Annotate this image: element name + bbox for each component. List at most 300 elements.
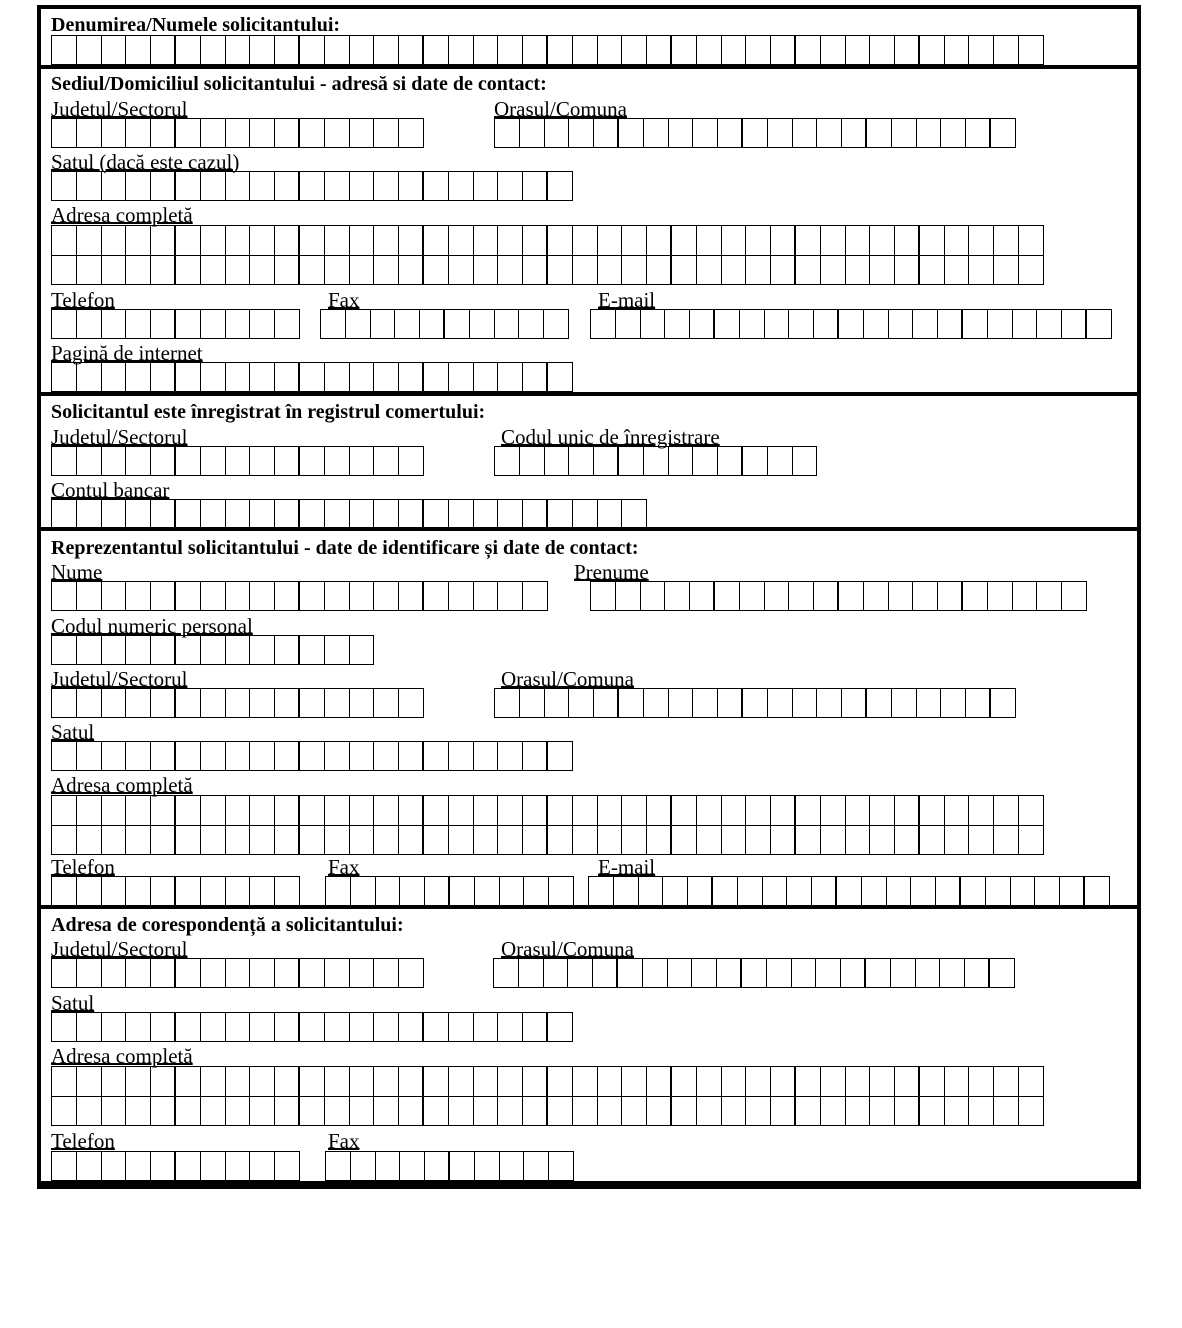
- character-box[interactable]: [250, 1152, 275, 1180]
- character-box[interactable]: [300, 636, 325, 664]
- character-box[interactable]: [920, 796, 945, 825]
- character-box[interactable]: [644, 689, 669, 717]
- character-box[interactable]: [519, 310, 544, 338]
- character-box[interactable]: [994, 256, 1019, 284]
- character-box[interactable]: [920, 226, 945, 255]
- character-box[interactable]: [52, 447, 77, 475]
- character-box[interactable]: [870, 226, 895, 255]
- character-box[interactable]: [399, 742, 424, 770]
- character-box[interactable]: [548, 796, 573, 825]
- character-box[interactable]: [474, 256, 499, 284]
- character-box[interactable]: [941, 119, 966, 147]
- character-box[interactable]: [672, 256, 697, 284]
- character-box[interactable]: [77, 796, 102, 825]
- character-box[interactable]: [994, 826, 1019, 854]
- character-box[interactable]: [424, 172, 449, 200]
- character-box[interactable]: [498, 582, 523, 610]
- character-box[interactable]: [321, 310, 346, 338]
- character-box[interactable]: [693, 689, 718, 717]
- character-box[interactable]: [839, 582, 864, 610]
- character-box[interactable]: [1037, 310, 1062, 338]
- character-box[interactable]: [746, 36, 771, 64]
- character-box[interactable]: [1037, 582, 1062, 610]
- character-box[interactable]: [591, 582, 616, 610]
- character-box[interactable]: [647, 796, 672, 825]
- character-box[interactable]: [988, 310, 1013, 338]
- character-box[interactable]: [376, 877, 401, 905]
- character-box[interactable]: [474, 582, 499, 610]
- character-box[interactable]: [126, 500, 151, 528]
- character-box[interactable]: [945, 36, 970, 64]
- character-box[interactable]: [151, 582, 176, 610]
- character-box[interactable]: [768, 447, 793, 475]
- character-box[interactable]: [226, 796, 251, 825]
- character-box[interactable]: [963, 582, 988, 610]
- character-box[interactable]: [544, 959, 569, 987]
- character-box[interactable]: [867, 119, 892, 147]
- character-box[interactable]: [77, 363, 102, 391]
- character-box[interactable]: [350, 1013, 375, 1041]
- character-box[interactable]: [598, 36, 623, 64]
- character-box[interactable]: [176, 363, 201, 391]
- character-box[interactable]: [616, 582, 641, 610]
- character-box[interactable]: [1019, 226, 1044, 255]
- character-box[interactable]: [350, 172, 375, 200]
- character-box[interactable]: [126, 796, 151, 825]
- character-box[interactable]: [424, 796, 449, 825]
- character-box[interactable]: [275, 582, 300, 610]
- character-box[interactable]: [598, 796, 623, 825]
- character-box[interactable]: [300, 1013, 325, 1041]
- character-box[interactable]: [275, 1097, 300, 1125]
- character-box[interactable]: [936, 877, 961, 905]
- character-box[interactable]: [548, 256, 573, 284]
- character-box[interactable]: [102, 1097, 127, 1125]
- character-box[interactable]: [102, 256, 127, 284]
- character-box[interactable]: [275, 742, 300, 770]
- character-box[interactable]: [250, 877, 275, 905]
- character-box[interactable]: [969, 826, 994, 854]
- character-box[interactable]: [126, 172, 151, 200]
- character-box[interactable]: [665, 310, 690, 338]
- character-box[interactable]: [945, 226, 970, 255]
- character-box[interactable]: [548, 172, 573, 200]
- character-box[interactable]: [622, 1097, 647, 1125]
- character-box[interactable]: [474, 500, 499, 528]
- character-box[interactable]: [300, 582, 325, 610]
- character-box[interactable]: [917, 689, 942, 717]
- character-box[interactable]: [449, 500, 474, 528]
- character-box[interactable]: [1019, 1067, 1044, 1096]
- character-box[interactable]: [399, 796, 424, 825]
- character-box[interactable]: [176, 689, 201, 717]
- character-box[interactable]: [275, 636, 300, 664]
- character-box[interactable]: [151, 256, 176, 284]
- character-box[interactable]: [102, 172, 127, 200]
- character-box[interactable]: [176, 1013, 201, 1041]
- character-box[interactable]: [250, 363, 275, 391]
- character-box[interactable]: [474, 826, 499, 854]
- character-box[interactable]: [817, 119, 842, 147]
- character-box[interactable]: [151, 636, 176, 664]
- character-box[interactable]: [201, 689, 226, 717]
- character-box[interactable]: [374, 959, 399, 987]
- character-box[interactable]: [424, 256, 449, 284]
- character-box[interactable]: [598, 826, 623, 854]
- character-box[interactable]: [151, 742, 176, 770]
- character-box[interactable]: [250, 959, 275, 987]
- character-box[interactable]: [548, 1013, 573, 1041]
- corr-city-boxes[interactable]: [493, 958, 1015, 988]
- character-box[interactable]: [52, 119, 77, 147]
- character-box[interactable]: [722, 1067, 747, 1096]
- character-box[interactable]: [275, 36, 300, 64]
- character-box[interactable]: [771, 796, 796, 825]
- character-box[interactable]: [523, 1097, 548, 1125]
- character-box[interactable]: [895, 826, 920, 854]
- character-box[interactable]: [693, 447, 718, 475]
- character-box[interactable]: [498, 1013, 523, 1041]
- character-box[interactable]: [201, 877, 226, 905]
- character-box[interactable]: [796, 1067, 821, 1096]
- character-box-line[interactable]: [51, 255, 1044, 285]
- character-box[interactable]: [151, 447, 176, 475]
- character-box[interactable]: [771, 36, 796, 64]
- character-box[interactable]: [201, 742, 226, 770]
- character-box[interactable]: [350, 226, 375, 255]
- character-box[interactable]: [250, 447, 275, 475]
- character-box[interactable]: [870, 796, 895, 825]
- character-box[interactable]: [663, 877, 688, 905]
- character-box[interactable]: [1019, 796, 1044, 825]
- character-box[interactable]: [226, 1097, 251, 1125]
- character-box[interactable]: [715, 582, 740, 610]
- character-box[interactable]: [622, 226, 647, 255]
- character-box[interactable]: [250, 1013, 275, 1041]
- office-phone-boxes[interactable]: [51, 309, 300, 339]
- character-box[interactable]: [275, 310, 300, 338]
- character-box[interactable]: [965, 959, 990, 987]
- character-box[interactable]: [548, 36, 573, 64]
- character-box[interactable]: [994, 36, 1019, 64]
- character-box[interactable]: [697, 36, 722, 64]
- character-box[interactable]: [126, 959, 151, 987]
- character-box[interactable]: [424, 582, 449, 610]
- character-box[interactable]: [740, 310, 765, 338]
- character-box[interactable]: [746, 1097, 771, 1125]
- character-box[interactable]: [126, 1067, 151, 1096]
- character-box[interactable]: [639, 877, 664, 905]
- character-box[interactable]: [126, 119, 151, 147]
- character-box[interactable]: [52, 959, 77, 987]
- character-box[interactable]: [325, 959, 350, 987]
- character-box[interactable]: [126, 877, 151, 905]
- character-box[interactable]: [966, 119, 991, 147]
- character-box[interactable]: [545, 447, 570, 475]
- character-box[interactable]: [176, 1067, 201, 1096]
- corr-address-boxes[interactable]: [51, 1066, 1044, 1126]
- character-box[interactable]: [789, 310, 814, 338]
- character-box[interactable]: [449, 172, 474, 200]
- character-box[interactable]: [250, 742, 275, 770]
- character-box[interactable]: [837, 877, 862, 905]
- character-box[interactable]: [573, 36, 598, 64]
- character-box[interactable]: [325, 582, 350, 610]
- character-box[interactable]: [350, 1097, 375, 1125]
- character-box[interactable]: [500, 877, 525, 905]
- character-box[interactable]: [1019, 256, 1044, 284]
- character-box[interactable]: [598, 1097, 623, 1125]
- character-box[interactable]: [895, 1097, 920, 1125]
- character-box[interactable]: [474, 363, 499, 391]
- character-box[interactable]: [523, 826, 548, 854]
- character-box[interactable]: [52, 310, 77, 338]
- character-box[interactable]: [126, 826, 151, 854]
- character-box[interactable]: [622, 826, 647, 854]
- character-box[interactable]: [399, 172, 424, 200]
- character-box-line[interactable]: [51, 1066, 1044, 1096]
- character-box[interactable]: [176, 500, 201, 528]
- character-box[interactable]: [523, 582, 548, 610]
- character-box[interactable]: [598, 256, 623, 284]
- character-box[interactable]: [151, 1097, 176, 1125]
- character-box[interactable]: [573, 226, 598, 255]
- character-box[interactable]: [77, 447, 102, 475]
- character-box[interactable]: [722, 796, 747, 825]
- character-box[interactable]: [399, 1067, 424, 1096]
- character-box[interactable]: [1013, 582, 1038, 610]
- character-box[interactable]: [126, 256, 151, 284]
- character-box[interactable]: [498, 796, 523, 825]
- character-box[interactable]: [151, 689, 176, 717]
- character-box[interactable]: [77, 36, 102, 64]
- character-box[interactable]: [672, 826, 697, 854]
- character-box[interactable]: [846, 1097, 871, 1125]
- character-box[interactable]: [226, 226, 251, 255]
- character-box[interactable]: [226, 1152, 251, 1180]
- character-box[interactable]: [325, 636, 350, 664]
- character-box[interactable]: [424, 500, 449, 528]
- character-box[interactable]: [549, 877, 574, 905]
- character-box[interactable]: [697, 226, 722, 255]
- character-box[interactable]: [126, 636, 151, 664]
- character-box[interactable]: [399, 582, 424, 610]
- office-website-boxes[interactable]: [51, 362, 573, 392]
- character-box[interactable]: [399, 959, 424, 987]
- character-box[interactable]: [792, 959, 817, 987]
- character-box[interactable]: [892, 119, 917, 147]
- character-box[interactable]: [895, 36, 920, 64]
- character-box[interactable]: [920, 1097, 945, 1125]
- character-box[interactable]: [821, 1097, 846, 1125]
- character-box[interactable]: [945, 256, 970, 284]
- character-box[interactable]: [523, 500, 548, 528]
- character-box[interactable]: [598, 226, 623, 255]
- character-box[interactable]: [424, 1067, 449, 1096]
- character-box[interactable]: [325, 796, 350, 825]
- character-box[interactable]: [523, 36, 548, 64]
- character-box[interactable]: [226, 172, 251, 200]
- character-box[interactable]: [176, 826, 201, 854]
- character-box[interactable]: [250, 500, 275, 528]
- office-address-boxes[interactable]: [51, 225, 1044, 285]
- character-box[interactable]: [523, 796, 548, 825]
- character-box[interactable]: [102, 310, 127, 338]
- character-box[interactable]: [102, 226, 127, 255]
- character-box[interactable]: [738, 877, 763, 905]
- character-box[interactable]: [969, 1097, 994, 1125]
- rep-email-boxes[interactable]: [588, 876, 1110, 906]
- character-box[interactable]: [399, 36, 424, 64]
- character-box[interactable]: [812, 877, 837, 905]
- character-box[interactable]: [250, 172, 275, 200]
- character-box[interactable]: [176, 256, 201, 284]
- rep-fax-boxes[interactable]: [325, 876, 574, 906]
- character-box[interactable]: [52, 226, 77, 255]
- character-box[interactable]: [846, 36, 871, 64]
- character-box[interactable]: [474, 36, 499, 64]
- character-box[interactable]: [374, 363, 399, 391]
- character-box[interactable]: [1035, 877, 1060, 905]
- character-box[interactable]: [864, 310, 889, 338]
- character-box[interactable]: [102, 742, 127, 770]
- character-box[interactable]: [102, 1152, 127, 1180]
- character-box[interactable]: [916, 959, 941, 987]
- character-box[interactable]: [895, 226, 920, 255]
- character-box[interactable]: [201, 363, 226, 391]
- bank-account-boxes[interactable]: [51, 499, 647, 529]
- character-box[interactable]: [399, 1013, 424, 1041]
- character-box[interactable]: [549, 1152, 574, 1180]
- character-box[interactable]: [52, 636, 77, 664]
- character-box[interactable]: [768, 119, 793, 147]
- character-box[interactable]: [814, 310, 839, 338]
- character-box[interactable]: [672, 1097, 697, 1125]
- character-box-line[interactable]: [51, 795, 1044, 825]
- character-box[interactable]: [450, 877, 475, 905]
- character-box[interactable]: [523, 1013, 548, 1041]
- character-box[interactable]: [399, 363, 424, 391]
- character-box[interactable]: [424, 1013, 449, 1041]
- character-box[interactable]: [126, 742, 151, 770]
- character-box[interactable]: [573, 256, 598, 284]
- character-box[interactable]: [226, 959, 251, 987]
- character-box[interactable]: [77, 826, 102, 854]
- character-box[interactable]: [672, 1067, 697, 1096]
- character-box[interactable]: [176, 796, 201, 825]
- character-box[interactable]: [350, 500, 375, 528]
- character-box[interactable]: [300, 363, 325, 391]
- character-box[interactable]: [449, 226, 474, 255]
- character-box[interactable]: [300, 226, 325, 255]
- character-box[interactable]: [151, 1152, 176, 1180]
- character-box[interactable]: [77, 1013, 102, 1041]
- character-box[interactable]: [474, 172, 499, 200]
- character-box[interactable]: [524, 1152, 549, 1180]
- character-box[interactable]: [643, 959, 668, 987]
- character-box[interactable]: [692, 959, 717, 987]
- character-box[interactable]: [771, 826, 796, 854]
- character-box[interactable]: [793, 689, 818, 717]
- character-box[interactable]: [743, 689, 768, 717]
- character-box[interactable]: [740, 582, 765, 610]
- character-box[interactable]: [495, 310, 520, 338]
- character-box[interactable]: [474, 742, 499, 770]
- character-box[interactable]: [445, 310, 470, 338]
- character-box[interactable]: [52, 36, 77, 64]
- character-box[interactable]: [548, 226, 573, 255]
- character-box[interactable]: [250, 582, 275, 610]
- character-box[interactable]: [151, 959, 176, 987]
- character-box[interactable]: [77, 310, 102, 338]
- character-box[interactable]: [226, 36, 251, 64]
- character-box[interactable]: [300, 959, 325, 987]
- character-box[interactable]: [325, 226, 350, 255]
- character-box[interactable]: [449, 1097, 474, 1125]
- character-box-line[interactable]: [51, 825, 1044, 855]
- character-box[interactable]: [250, 826, 275, 854]
- character-box[interactable]: [350, 796, 375, 825]
- character-box[interactable]: [568, 959, 593, 987]
- character-box[interactable]: [846, 796, 871, 825]
- character-box[interactable]: [647, 256, 672, 284]
- character-box[interactable]: [787, 877, 812, 905]
- character-box[interactable]: [326, 1152, 351, 1180]
- character-box[interactable]: [176, 310, 201, 338]
- character-box[interactable]: [994, 796, 1019, 825]
- character-box[interactable]: [494, 959, 519, 987]
- character-box[interactable]: [619, 689, 644, 717]
- character-box[interactable]: [920, 256, 945, 284]
- character-box[interactable]: [400, 1152, 425, 1180]
- character-box[interactable]: [697, 256, 722, 284]
- character-box[interactable]: [250, 119, 275, 147]
- character-box[interactable]: [864, 582, 889, 610]
- character-box[interactable]: [226, 877, 251, 905]
- character-box[interactable]: [913, 582, 938, 610]
- character-box[interactable]: [226, 1067, 251, 1096]
- registration-code-boxes[interactable]: [494, 446, 817, 476]
- character-box[interactable]: [672, 796, 697, 825]
- character-box[interactable]: [669, 447, 694, 475]
- office-city-boxes[interactable]: [494, 118, 1016, 148]
- character-box[interactable]: [374, 796, 399, 825]
- character-box[interactable]: [201, 826, 226, 854]
- character-box[interactable]: [991, 689, 1016, 717]
- character-box[interactable]: [548, 742, 573, 770]
- office-fax-boxes[interactable]: [320, 309, 569, 339]
- character-box[interactable]: [665, 582, 690, 610]
- character-box[interactable]: [622, 1067, 647, 1096]
- character-box[interactable]: [350, 689, 375, 717]
- character-box[interactable]: [399, 119, 424, 147]
- character-box[interactable]: [201, 447, 226, 475]
- character-box[interactable]: [275, 1152, 300, 1180]
- character-box[interactable]: [176, 447, 201, 475]
- character-box[interactable]: [325, 36, 350, 64]
- character-box[interactable]: [77, 742, 102, 770]
- character-box[interactable]: [77, 256, 102, 284]
- character-box[interactable]: [644, 119, 669, 147]
- corr-fax-boxes[interactable]: [325, 1151, 574, 1181]
- character-box[interactable]: [500, 1152, 525, 1180]
- character-box[interactable]: [126, 1097, 151, 1125]
- character-box[interactable]: [424, 363, 449, 391]
- character-box[interactable]: [796, 1097, 821, 1125]
- character-box[interactable]: [841, 959, 866, 987]
- character-box[interactable]: [226, 636, 251, 664]
- character-box[interactable]: [102, 959, 127, 987]
